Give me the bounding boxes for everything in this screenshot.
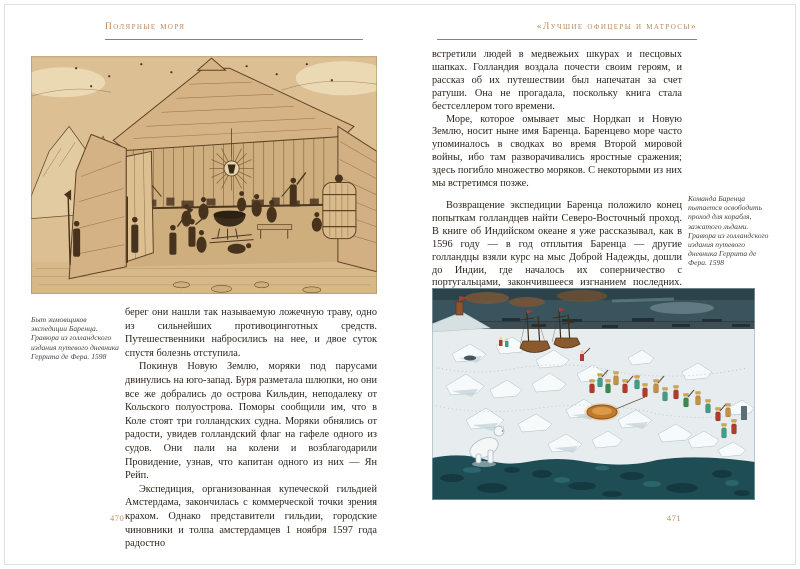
arctic-ice-plate xyxy=(432,288,755,500)
paragraph: встретили людей в медвежьих шкурах и песцовых шапках. Голландия воздала почести своим героям, и рассказ об их путешествии был напечатан за счет ратуши. Она не прогадала, поскольку книга стала бестселлером того времени. xyxy=(432,49,682,112)
paragraph: Покинув Новую Землю, моряки под парусами двинулись на юго-запад. Буря разметала шлюпки, но они все же добрались до острова Кильдин, неподалеку от Кольского полуострова. Поморы сообщили им, что в Коле стоят три голландских судна. Моряки обнялись от радости, увидев голландский флаг на гафеле одного из судов. Они пали на колени и возблагодарили Провидение, узнав, что капитан одного из них — Ян Рейп. xyxy=(125,361,377,482)
paragraph: Возвращение экспедиции Баренца положило конец попыткам голландцев найти Северо-Восточный проход. В книге об Индийском океане я уже рассказывал, как в 1596 году — в год отплытия Баренца — другие голландцы взяли курс на мыс Доброй Надежды, дошли до Индии, где началось их соперничество с португальцами, закончившееся изгнанием последних. xyxy=(432,199,682,289)
right-figure-caption: Команда Баренца пытается освободить проход для корабля, зажатого льдами. Гравюра из голландского издания путевого дневника Геррита де Фера. 1598 xyxy=(688,194,769,268)
arctic-ice-plate-svg xyxy=(432,288,755,500)
right-body-text xyxy=(432,49,682,303)
paragraph: Экспедиция, организованная купеческой гильдией Амстердама, закончилась с коммерческой точки зрения крахом. Однако представители гильдии, городские чиновники и толпа амстердамцев 1 ноября 1597 года радостно xyxy=(125,483,377,550)
right-header-rule xyxy=(437,39,697,40)
right-page-number: 471 xyxy=(666,513,682,523)
winter-hut-engraving xyxy=(31,56,377,294)
left-header-rule xyxy=(105,39,363,40)
paragraph: берег они нашли так называемую ложечную траву, одно из сильнейших противоцинготных средств. Путешественники набросились на нее, и двое суток спустя болезнь отступила. xyxy=(125,307,377,359)
left-figure-caption: Быт зимовщиков экспедиции Баренца. Гравюра из голландского издания путевого дневника Геррита де Фера. 1598 xyxy=(31,315,119,361)
right-running-header: «Лучшие офицеры и матросы» xyxy=(536,22,697,32)
left-body-text xyxy=(125,306,377,551)
winter-hut-engraving-svg xyxy=(31,56,377,294)
left-page-number: 470 xyxy=(110,513,125,523)
left-running-header: Полярные моря xyxy=(105,22,186,32)
paragraph: Море, которое омывает мыс Нордкап и Новую Землю, носит ныне имя Баренца. Баренцево море часто упоминалось в сводках во время Второй мировой войны, ибо там разворачивались яростные сражения; здесь погибло множество моряков. С некоторыми из них мы встретимся позже. xyxy=(432,113,682,190)
